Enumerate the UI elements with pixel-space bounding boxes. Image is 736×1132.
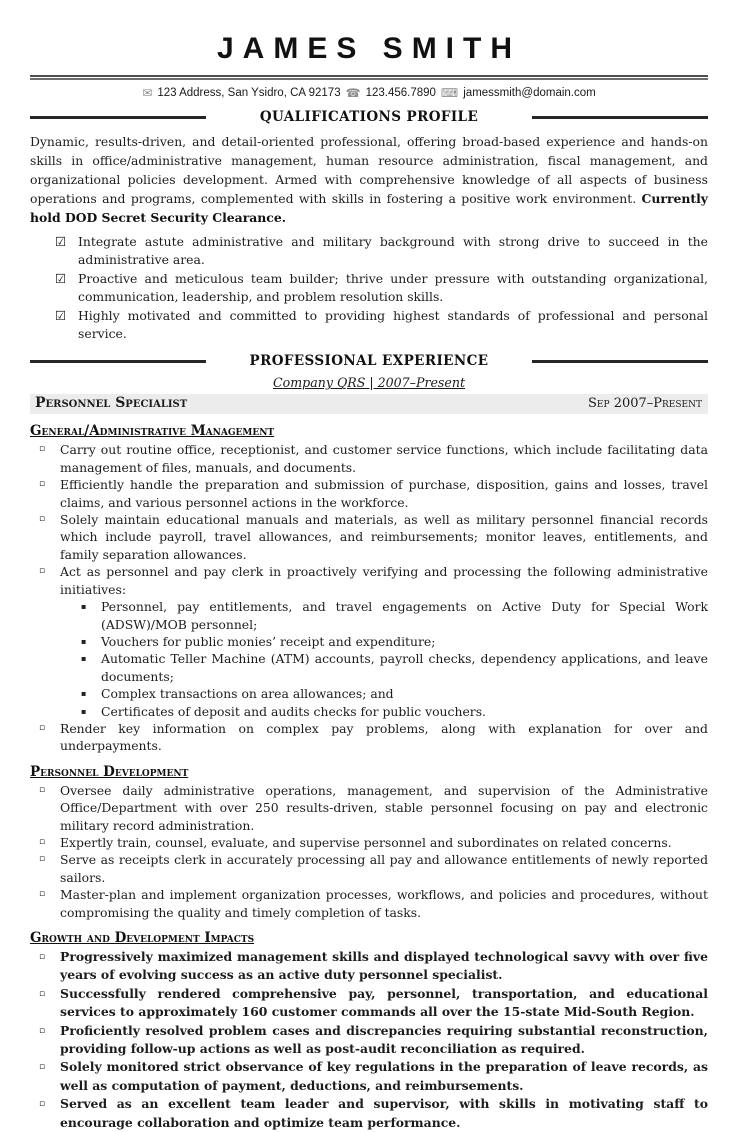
highlight-text: Integrate astute administrative and military background with strong drive to succeed in the administrative area. [78, 234, 708, 268]
bullet-text: Master-plan and implement organization processes, workflows, and policies and procedures, without compromising the quality and timely completion of tasks. [60, 887, 708, 920]
bullet-list [30, 782, 708, 921]
bullet-list [30, 948, 708, 1132]
bullet-text: Personnel, pay entitlements, and travel engagements on Active Duty for Special Work (ADSW)/MOB personnel; [101, 599, 708, 632]
email-text: jamessmith@domain.com [463, 87, 596, 99]
bullet-item [30, 1022, 708, 1059]
nested-bullet-list [30, 598, 708, 720]
square-bullet-icon: ▪ [81, 602, 87, 612]
bullet-item [30, 782, 708, 834]
square-bullet-icon: ▫ [39, 854, 46, 865]
bullet-text: Complex transactions on area allowances; and [101, 686, 394, 702]
envelope-icon: ✉ [142, 86, 153, 100]
job-date-range: Sep 2007–Present [588, 396, 702, 412]
address-text: 123 Address, San Ysidro, CA 92173 [157, 87, 341, 99]
bullet-item [30, 948, 708, 985]
bullet-item [30, 1095, 708, 1132]
header-rule-right [532, 116, 708, 119]
bullet-item [30, 851, 708, 886]
section-title: QUALIFICATIONS PROFILE [259, 109, 479, 125]
bullet-list [30, 441, 708, 598]
square-bullet-icon: ▫ [39, 1099, 46, 1110]
bullet-item [30, 703, 708, 720]
company-line: Company QRS | 2007–Present [272, 375, 466, 391]
bullet-text: Progressively maximized management skills and displayed technological savvy with over five years of evolving success as an active duty personnel specialist. [60, 949, 708, 983]
list-item [55, 307, 708, 344]
bullet-item [30, 650, 708, 685]
bullet-text: Successfully rendered comprehensive pay, personnel, transportation, and educational services to approximately 160 customer commands all over the 15-state Mid-South Region. [60, 985, 708, 1020]
square-bullet-icon: ▫ [39, 952, 46, 962]
checkbox-icon: ☑ [55, 307, 67, 323]
bullet-text: Solely monitored strict observance of key regulations in the preparation of leave records, as well as computation of payment, deductions, and reimbursements. [60, 1059, 708, 1093]
qualifications-highlights [30, 233, 708, 343]
header-rule-left [30, 360, 206, 363]
bullet-text: Oversee daily administrative operations, management, and supervision of the Administrative Office/Department with over 250 results-driven, stable personnel focusing on pay and electronic military record administration. [60, 782, 708, 833]
summary-text: Dynamic, results-driven, and detail-oriented professional, offering broad-based experience and hands-on skills in office/administrative management, human resource administration, fiscal management, and organizational policies development. Armed with comprehensive knowledge of all aspects of business operations and programs, complemented with skills in fostering a positive work environment. [30, 134, 708, 206]
checkbox-icon: ☑ [55, 234, 67, 249]
bullet-text: Certificates of deposit and audits checks for public vouchers. [101, 703, 486, 719]
bullet-item [30, 511, 708, 563]
square-bullet-icon: ▫ [39, 836, 46, 847]
job-title: Personnel Specialist [35, 395, 188, 412]
square-bullet-icon: ▫ [39, 1062, 46, 1073]
bullet-text: Proficiently resolved problem cases and discrepancies requiring substantial reconstruction, providing follow-up actions as well as post-audit reconciliation as required. [60, 1022, 708, 1057]
header-rule-right [532, 360, 708, 363]
bullet-text: Efficiently handle the preparation and submission of purchase, disposition, gains and losses, travel claims, and various personnel actions in the workforce. [60, 477, 708, 510]
computer-icon: ⌨ [440, 86, 459, 100]
bullet-item [30, 476, 708, 511]
bullet-list [30, 720, 708, 755]
bullet-text: Act as personnel and pay clerk in proactively verifying and processing the following administrative initiatives: [60, 564, 708, 597]
square-bullet-icon: ▫ [39, 1025, 46, 1036]
header-rule-left [30, 116, 206, 119]
contact-line [30, 87, 708, 99]
bullet-item [30, 834, 708, 851]
section-title: PROFESSIONAL EXPERIENCE [249, 353, 489, 370]
square-bullet-icon: ▪ [81, 706, 87, 716]
job-title-bar [30, 394, 708, 414]
checkbox-icon: ☑ [55, 270, 67, 286]
square-bullet-icon: ▫ [39, 988, 46, 999]
bullet-item [30, 886, 708, 921]
bullet-item [30, 720, 708, 755]
bullet-item [30, 685, 708, 702]
square-bullet-icon: ▫ [39, 444, 46, 455]
phone-icon: ☎ [345, 86, 361, 100]
square-bullet-icon: ▫ [39, 784, 46, 795]
bullet-text: Solely maintain educational manuals and materials, as well as military personnel financial records which include payroll, travel allowances, and reimbursements; monitor leaves, entitlements, and family separation allowances. [60, 512, 708, 562]
bullet-item [30, 633, 708, 650]
bullet-text: Served as an excellent team leader and supervisor, with skills in motivating staff to encourage collaboration and optimize team performance. [60, 1096, 708, 1130]
subsection-heading: Personnel Development [30, 763, 189, 780]
bullet-text: Expertly train, counsel, evaluate, and supervise personnel and subordinates on related concerns. [60, 834, 672, 850]
qualifications-summary [30, 132, 708, 227]
bullet-text: Serve as receipts clerk in accurately processing all pay and allowance entitlements of newly reported sailors. [60, 852, 708, 885]
bullet-item [30, 1058, 708, 1095]
subsection-heading: General/Administrative Management [30, 423, 275, 440]
list-item [55, 233, 708, 270]
square-bullet-icon: ▫ [39, 566, 46, 577]
bullet-text: Automatic Teller Machine (ATM) accounts, payroll checks, dependency applications, and leave documents; [101, 651, 708, 684]
square-bullet-icon: ▫ [39, 722, 46, 733]
square-bullet-icon: ▫ [39, 889, 46, 900]
section-header-qualifications [30, 109, 708, 125]
person-name: JAMES SMITH [216, 32, 522, 65]
bullet-item [30, 598, 708, 633]
bullet-item [30, 563, 708, 598]
security-clearance-text: Currently hold DOD Secret Security Clearance. [30, 191, 708, 225]
list-item [55, 270, 708, 307]
square-bullet-icon: ▫ [39, 479, 46, 490]
highlight-text: Proactive and meticulous team builder; thrive under pressure with outstanding organizational, communication, leadership, and problem resolution skills. [78, 270, 708, 305]
square-bullet-icon: ▪ [81, 689, 87, 699]
phone-text: 123.456.7890 [365, 87, 436, 99]
square-bullet-icon: ▪ [81, 636, 87, 646]
bullet-item [30, 441, 708, 476]
bullet-text: Carry out routine office, receptionist, and customer service functions, which include facilitating data management of files, manuals, and documents. [60, 442, 708, 475]
bullet-text: Vouchers for public monies’ receipt and expenditure; [101, 633, 436, 649]
bullet-item [30, 985, 708, 1022]
bullet-text: Render key information on complex pay problems, along with explanation for over and underpayments. [60, 720, 708, 754]
square-bullet-icon: ▫ [39, 514, 46, 525]
section-header-experience [30, 353, 708, 369]
header-divider [30, 75, 708, 80]
highlight-text: Highly motivated and committed to providing highest standards of professional and personal service. [78, 307, 708, 342]
subsection-heading: Growth and Development Impacts [30, 930, 255, 946]
square-bullet-icon: ▪ [81, 654, 87, 664]
